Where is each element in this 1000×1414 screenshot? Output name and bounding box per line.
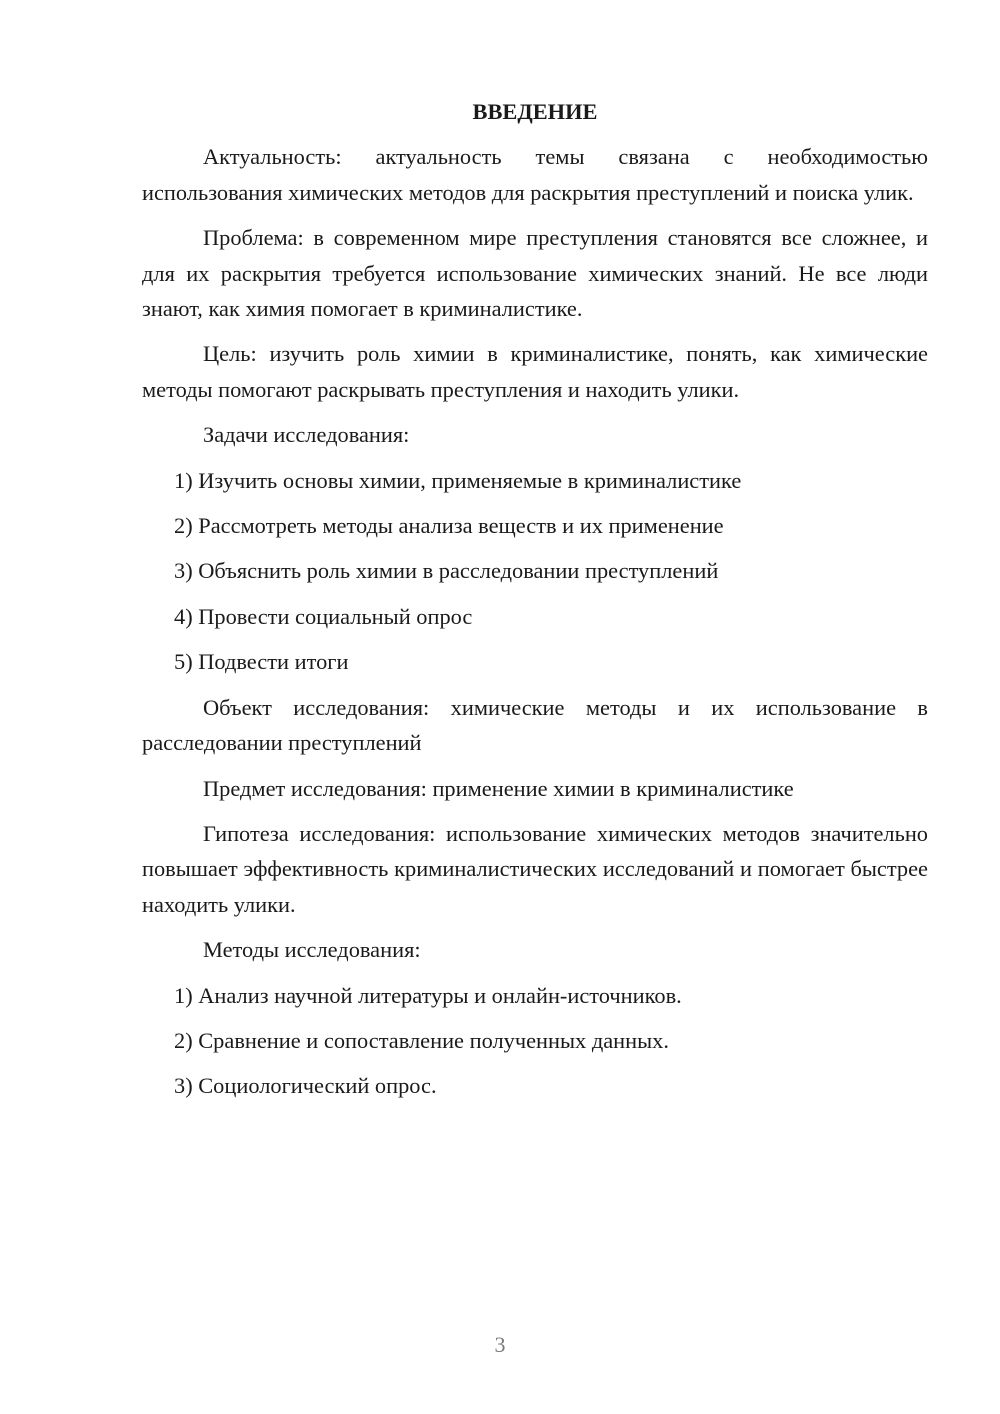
hypothesis-paragraph: Гипотеза исследования: использование химических методов значительно повышает эффективность криминалистических исследований и помогает быстрее находить улики.	[142, 820, 928, 917]
problem-paragraph: Проблема: в современном мире преступления становятся все сложнее, и для их раскрытия требуется использование химических знаний. Не все люди знают, как химия помогает в криминалистике.	[142, 225, 928, 322]
method-item-text: 1) Анализ научной литературы и онлайн-источников.	[174, 982, 682, 1008]
goal-paragraph: Цель: изучить роль химии в криминалистике, понять, как химические методы помогают раскрывать преступления и находить улики.	[142, 341, 928, 402]
page-content	[142, 94, 928, 1114]
task-item-text: 3) Объяснить роль химии в расследовании преступлений	[174, 558, 719, 584]
task-item-text: 4) Провести социальный опрос	[174, 603, 473, 629]
list-item	[142, 1068, 928, 1103]
section-title: ВВЕДЕНИЕ	[472, 99, 598, 124]
list-item	[142, 1023, 928, 1058]
page-number: 3	[494, 1332, 506, 1357]
tasks-list	[142, 463, 928, 680]
list-item	[142, 508, 928, 543]
methods-heading: Методы исследования:	[203, 937, 421, 963]
list-item	[142, 644, 928, 679]
task-item-text: 5) Подвести итоги	[174, 649, 349, 675]
list-item	[142, 463, 928, 498]
method-item-text: 2) Сравнение и сопоставление полученных данных.	[174, 1027, 669, 1053]
method-item-text: 3) Социологический опрос.	[174, 1073, 437, 1099]
methods-list	[142, 978, 928, 1104]
list-item	[142, 599, 928, 634]
relevance-paragraph: Актуальность: актуальность темы связана с необходимостью использования химических методов для раскрытия преступлений и поиска улик.	[142, 144, 928, 205]
list-item	[142, 978, 928, 1013]
task-item-text: 1) Изучить основы химии, применяемые в криминалистике	[174, 467, 742, 493]
task-item-text: 2) Рассмотреть методы анализа веществ и их применение	[174, 513, 724, 539]
list-item	[142, 553, 928, 588]
tasks-heading: Задачи исследования:	[203, 422, 410, 448]
subject-paragraph: Предмет исследования: применение химии в криминалистике	[203, 775, 794, 801]
object-paragraph: Объект исследования: химические методы и их использование в расследовании преступлений	[142, 694, 928, 756]
